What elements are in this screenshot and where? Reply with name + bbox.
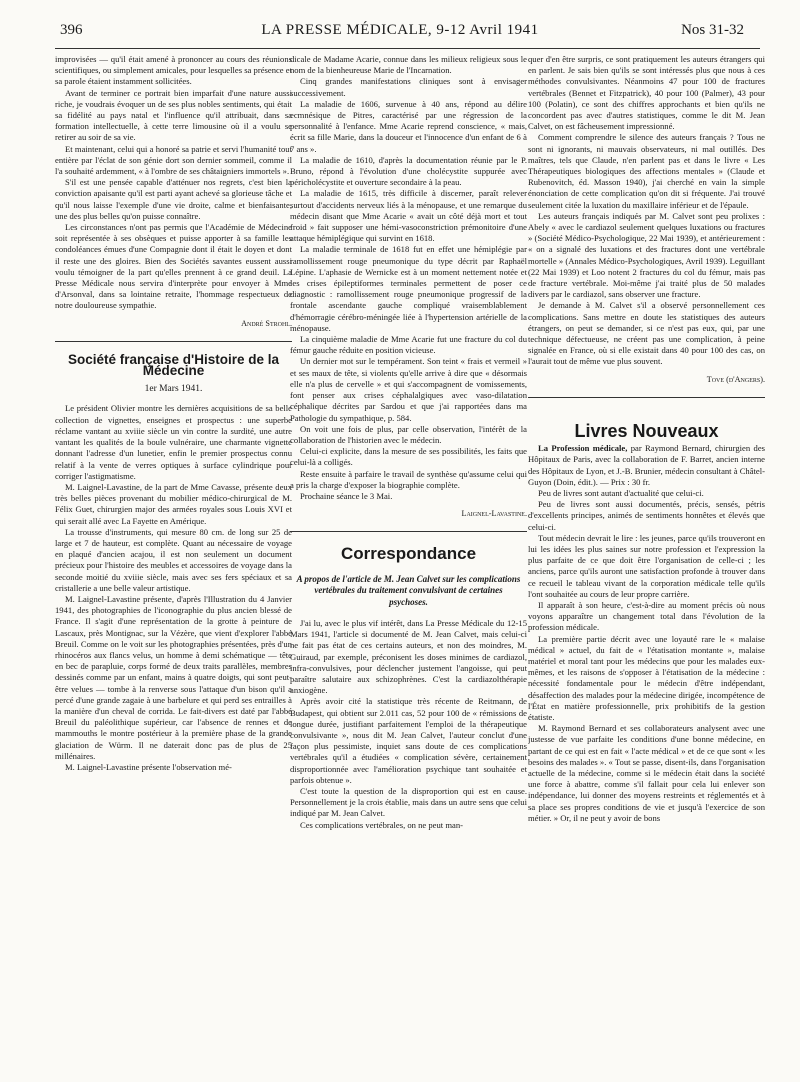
paragraph: Tout médecin devrait le lire : les jeunes, parce qu'ils trouveront en lui les idées les plus saines sur notre profession et l'expression la plus parfaite de ce que doit être l'organisation de celle-ci ; les anciens, parce qu'ils auront une satisfaction profonde à trouver dans ce recueil le tableau vivant de la corporation médicale telle qu'ils l'ont souhaitée au cours de leur propre carrière.	[528, 532, 765, 599]
book-entry	[528, 443, 765, 488]
paragraph: Et maintenant, celui qui a honoré sa patrie et servi l'humanité tout entière par l'éclat de son génie dort son dernier sommeil, comme il l'a souhaité ardemment, « à l'ombre de ses châtaigniers immortels ».	[55, 143, 292, 177]
paragraph: La maladie de 1615, très difficile à discerner, paraît relever surtout d'accidents nerveux liés à la ménopause, et une remarque du médecin disant que Mme Acarie « avait un côté déjà mort et tout froid » fait supposer une hémi-vasoconstriction prémonitoire d'une attaque hémiplégique qui survint en 1618.	[290, 188, 527, 244]
paragraph: La cinquième maladie de Mme Acarie fut une fracture du col du fémur gauche réduite en position vicieuse.	[290, 334, 527, 356]
paragraph: La maladie terminale de 1618 fut en effet une hémiplégie par ramollissement rouge pneumonique du type décrit par Raphaël Lépine. L'aphasie de Wernicke est à un moment nettement notée et les crises épileptiformes terminales permettent de poser ce diagnostic : ramollissement rouge pneumonique progressif de la frontale ascendante gauche compliqué vraisemblablement d'hémorragie cérébro-méningée liée à l'hypertension artérielle de la ménopause.	[290, 244, 527, 333]
paragraph: La maladie de 1610, d'après la documentation réunie par le P. Bruno, répond à l'évolution d'une cholécystite suppurée avec péricholécystite et ouverture secondaire à la peau.	[290, 154, 527, 188]
column-middle	[290, 54, 527, 1074]
paragraph: Reste ensuite à parfaire le travail de synthèse qu'assume celui qui a pris la charge d'exposer la biographie complète.	[290, 468, 527, 490]
author-signature: Tove (d'Angers).	[706, 374, 765, 384]
paragraph: La maladie de 1606, survenue à 40 ans, répond au délire ecmnésique de Pitres, caractérisé par une régression de la personnalité à l'enfance. Mme Acarie reprend conscience, « mais, écrit sa fille Marie, dans la douceur et l'innocence d'un enfant de 6 à 7 ans ».	[290, 98, 527, 154]
paragraph: M. Laignel-Lavastine présente, d'après l'Illustration du 4 Janvier 1941, des photographies de l'iconographie du plus ancien blessé de France. Il s'agit d'une représentation de la grotte à peinture de Lascaux, près Montignac, sur la Vézère, que vient d'explorer l'abbé Breuil. Comme on le voit sur les photographies présentées, près d'un rhinocéros aux flancs velus, un homme à demi schématique — tête en bec de parapluie, corps formé de deux traits parallèles, membres dessinés comme par un enfant, mains à quatre doigts, qui sont peut-être velues — tombe à la renverse sous l'attaque d'un bison qu'il a percé d'une grande zagaie à une barbelure et qui perd ses entrailles à la manière d'un cheval de corrida. Le fait-divers est daté par l'abbé Breuil du paléolithique supérieur, car l'absence de rennes et de mammouths le montre postérieur à la première phase de la grande glaciation de Würm. Il ne daterait donc pas de plus de 25 millénaires.	[55, 593, 292, 761]
session-date: 1er Mars 1941.	[144, 384, 203, 395]
paragraph: M. Raymond Bernard et ses collaborateurs analysent avec une justesse de vue parfaite les conditions d'une bonne médecine, en partant de ce qui est en fait « l'acte médical » et de ce que sont « les besoins des malades ». « Tout se passe, disent-ils, dans l'organisation actuelle de la médecine, comme si le médecin était dans la société une force à abattre, comme s'il fallait pour cela lui enlever son indépendance, lui donner des moyens restreints et réglementés et à sa place ses propres conditions de vie et jusqu'à l'exercice de son métier. » Or, il ne peut y avoir de bons	[528, 723, 765, 823]
paragraph: quer d'en être surpris, ce sont pratiquement les auteurs étrangers qui en parlent. Je sais bien qu'ils se sont intéressés plus que nous à ces méthodes convulsivantes. Néanmoins 47 pour 100 de fractures vertébrales (Bennet et Fitzpatrick), 40 pour 100 (Palmer), 43 pour 100 (Polatin), ce sont des chiffres approchants et bien qu'ils ne concordent pas avec d'autres statistiques, comme le dit M. Jean Calvet, on est fâcheusement impressionné.	[528, 54, 765, 132]
page-number: 396	[60, 22, 83, 38]
section-divider	[55, 341, 292, 342]
paragraph: On voit une fois de plus, par celle observation, l'intérêt de la collaboration de l'historien avec le médecin.	[290, 423, 527, 445]
paragraph: M. Laignel-Lavastine, de la part de Mme Cavasse, présente deux très belles pièces provenant du mobilier médico-chirurgical de M. Félix Guet, chirurgien major des armées royales sous Louis XVI et qui serait allé avec La Fayette en Amérique.	[55, 481, 292, 526]
page-header	[40, 10, 760, 50]
paragraph: improvisées — qu'il était amené à prononcer au cours des réunions scientifiques, ou simplement amicales, pour lesquelles sa présence et sa parole étaient instamment sollicitées.	[55, 54, 292, 87]
paragraph: La première partie décrit avec une loyauté rare le « malaise médical » actuel, du fait de « l'étatisation montante », malaise matériel et moral tant pour les médecins que pour les malades eux-mêmes, et les raisons de s'opposer à l'étatisation de la médecine : nécessité fondamentale pour le médecin d'être indépendant, désaffection des malades pour la médecine dirigée, incompétence de l'État en matière professionnelle, prix prohibitifs de la gestion étatiste.	[528, 633, 765, 722]
paragraph: S'il est une pensée capable d'atténuer nos regrets, c'est bien la conviction apaisante qu'il est parti ayant achevé sa glorieuse tâche et qu'il nous laisse l'exemple d'une vie droite, calme et bienfaisante, une des plus belles qu'on puisse connaître.	[55, 177, 292, 221]
section-title: Correspondance	[340, 544, 477, 564]
paragraph: Prochaine séance le 3 Mai.	[300, 490, 393, 501]
header-rule	[55, 48, 760, 49]
paragraph: dicale de Madame Acarie, connue dans les milieux religieux sous le nom de la bienheureuse Marie de l'Incarnation.	[290, 54, 527, 76]
paragraph: Un dernier mot sur le tempérament. Son teint « frais et vermeil » et ses maux de tête, si violents qu'elle arrive à dire que « désormais elle n'a plus de cervelle » et qui s'accompagnent de vomissements, font penser aux crises céphalalgiques avec vaso-dilatation céphalique décrites par Sardou et que j'ai rapportées dans ma Pathologie du sympathique, p. 584.	[290, 356, 527, 423]
paragraph: Je demande à M. Calvet s'il a observé personnellement ces complications. Sans mettre en doute les statistiques des auteurs étrangers, on peut se demander, si ce n'est pas eux, qui, par une technique défectueuse, ne créent pas une complication, à peine signalée en France, où si elle existait dans 40 pour 100 des cas, on l'aurait tout de même vue plus souvent.	[528, 300, 765, 367]
book-title: La Profession médicale,	[538, 443, 628, 454]
book-details: par Raymond Bernard, chirurgien des Hôpitaux de Paris, avec la collaboration de F. Barret, ancien interne des Hôpitaux de Lyon, et J.-B. Brunier, médecin consultant à Châtel-Guyon (Doin, édit.). — Prix : 30 fr.	[528, 443, 765, 487]
author-signature: Laignel-Lavastine.	[461, 509, 527, 519]
paragraph: Avant de terminer ce portrait bien imparfait d'une nature aussi riche, je voudrais évoquer un de ses plus nobles sentiments, qui était sa fidélité au pays natal et l'influence qu'il attribuait, dans sa formation intellectuelle, à cette terre limousine où il a voulu se retirer au soir de sa vie.	[55, 87, 292, 143]
paragraph: J'ai lu, avec le plus vif intérêt, dans La Presse Médicale du 12-15 Mars 1941, l'article si documenté de M. Jean Calvet, mais celui-ci ne fait pas état de ces certains auteurs, et non des moindres, M. Guiraud, par exemple, préconisent les doses minimes de cardiazol, infra-convulsives, pour déclencher justement l'angoisse, qui peut paraître salutaire aux schizophrènes. C'est la cardiazolthérapie anxiogène.	[290, 618, 527, 696]
column-right	[528, 54, 765, 1074]
section-divider	[290, 531, 527, 532]
paragraph: Après avoir cité la statistique très récente de Reitmann, de Budapest, qui obtient sur 2.011 cas, 52 pour 100 de « rémissions de longue durée, justifiant parfaitement l'emploi de la thérapeutique convulsivante », nous dit M. Jean Calvet, l'auteur conclut d'une façon plus pessimiste, inquiet sans doute de ces complications vertébrales qu'il a étudiées « complication sévère, certainement disproportionnée avec l'amélioration psychique tant souhaitée et parfois obtenue ».	[290, 696, 527, 785]
paragraph: Les circonstances n'ont pas permis que l'Académie de Médecine soit représentée à ses obsèques et puisse apporter à sa famille les condoléances émues d'une Compagnie dont il était le doyen et dont il reste une des gloires. Bien des Sociétés savantes eussent aussi voulu témoigner de la part qu'elles prennent à ce grand deuil. La Presse Médicale nous servira d'interprète pour envoyer à Mme d'Arsonval, dans sa lointaine retraite, l'hommage respectueux de notre douloureuse sympathie.	[55, 222, 292, 311]
section-divider	[528, 397, 765, 398]
column-left	[55, 54, 292, 1074]
issue-number: Nos 31-32	[681, 22, 744, 38]
paragraph: Peu de livres sont aussi documentés, précis, sensés, pétris d'excellents principes, animés de sentiments honnêtes et élevés que celui-ci.	[528, 499, 765, 532]
author-signature: André Strohl.	[241, 318, 292, 328]
paragraph: Ces complications vertébrales, on ne peut man-	[300, 819, 463, 830]
paragraph: M. Laignel-Lavastine présente l'observation mé-	[65, 761, 232, 772]
paragraph: Les auteurs français indiqués par M. Calvet sont peu prolixes : Abely « avec le cardiazol seulement quelques luxations ou fractures » (Société Médico-Psychologique, 22 Mai 1939), et antérieurement : « on a signalé des luxations et des fractures dont une vertébrale mortelle » (Annales Médico-Psychologiques, Avril 1939). Leguillant (22 Mai 1939) et Loo notent 2 fractures du col du fémur, mais pas de fracture vertébrale. Moi-même j'ai traité plus de 50 malades divers par le cardiazol, sans observer une fracture.	[528, 210, 765, 300]
paragraph: Le président Olivier montre les dernières acquisitions de sa belle collection de vignettes, enseignes et prospectus : une superbe réclame vantant au xviiie siècle un vin contre la surdité, une autre vantant les qualités de la boule vulnéraire, une charmante vignette donnant l'adresse d'un lunetier, enfin le premier prospectus connu relatif à la vente de verres optiques à surface cylindrique pour corriger l'astigmatisme.	[55, 403, 292, 481]
article-subheading: A propos de l'article de M. Jean Calvet sur les complications vertébrales du traitement convulsivant de certaines psychoses.	[296, 573, 521, 607]
paragraph: C'est toute la question de la disproportion qui est en cause. Personnellement je la crois établie, mais dans un autre sens que celui indiqué par M. Jean Calvet.	[290, 786, 527, 819]
paragraph: Celui-ci explicite, dans la mesure de ses possibilités, les faits que celui-là a colligés.	[290, 446, 527, 468]
paragraph: Peu de livres sont autant d'actualité que celui-ci.	[538, 487, 704, 498]
section-title: Société française d'Histoire de la Médecine	[67, 351, 280, 379]
paragraph: Cinq grandes manifestations cliniques sont à envisager successivement.	[290, 76, 527, 98]
section-title: Livres Nouveaux	[574, 420, 719, 441]
paragraph: Il apparaît à son heure, c'est-à-dire au moment précis où nous voyons apparaître un changement total dans l'évolution de la profession médicale.	[528, 599, 765, 633]
journal-title: LA PRESSE MÉDICALE, 9-12 Avril 1941	[261, 22, 539, 38]
paragraph: La trousse d'instruments, qui mesure 80 cm. de long sur 25 de large et 7 de hauteur, est complète. Quant au nécessaire de voyage en plaqué d'ancien acajou, il est non seulement un document précieux pour l'histoire des meubles et accessoires de voyage dans la seconde moitié du xviiie siècle, mais avec ses fers spéciaux et sa cristallerie a une belle valeur artistique.	[55, 526, 292, 593]
paragraph: Comment comprendre le silence des auteurs français ? Tous ne sont ni ignorants, ni mauvais observateurs, ni mal outillés. Des maîtres, tels que Claude, n'en parlent pas et dans le livre « Les Thérapeutiques biologiques des affections mentales » (Claude et Rubenovitch, éd. Masson 1940), j'ai cherché en vain la simple énonciation de cette complication qu'on dit si fréquente. J'ai trouvé seulement citée la luxation du maxillaire inférieur et de l'épaule.	[528, 132, 765, 210]
